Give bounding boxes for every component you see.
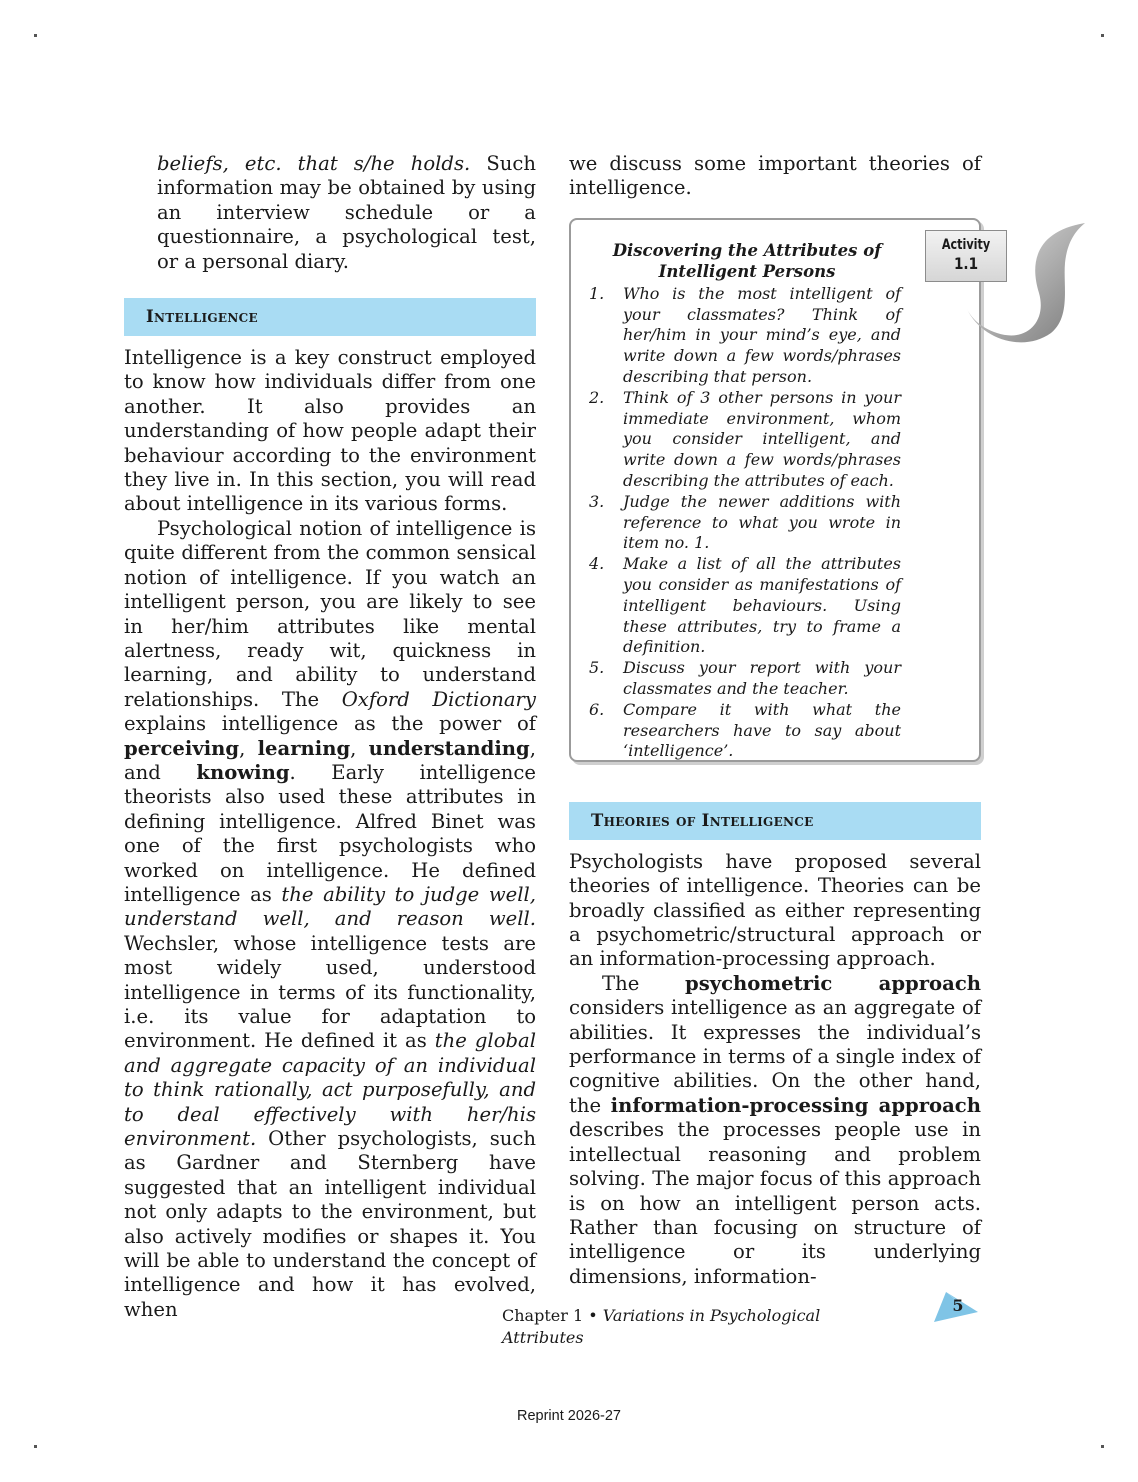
text-run: Psychological notion of intelligence is quite different from the common sensical notion of intelligence. If you watch an intelligent person, you are likely to see in her/him attributes like mental alertness, ready wit, quickness in learning, and ability to understand relationships. The xyxy=(124,516,536,711)
item-number: 4. xyxy=(589,554,605,574)
intelligence-paragraph-2 xyxy=(124,517,536,1322)
bold-term-knowing: knowing xyxy=(196,760,290,784)
oxford-dictionary-italic: Oxford Dictionary xyxy=(341,687,536,711)
text-run: , xyxy=(350,736,369,760)
heading-text: Intelligence xyxy=(146,306,258,326)
footer-bullet: • xyxy=(583,1306,603,1325)
activity-tag-label: Activity xyxy=(941,236,991,253)
theories-paragraph-2 xyxy=(569,972,981,1289)
item-text: Think of 3 other persons in your immediate environment, whom you consider intelligent, and write down a few words/phrases describing the attributes of each. xyxy=(623,387,901,490)
corner-mark xyxy=(34,34,37,37)
bold-term-perceiving: perceiving xyxy=(124,736,240,760)
activity-item xyxy=(589,284,901,388)
activity-box xyxy=(569,218,991,762)
section-heading-theories xyxy=(569,802,981,840)
right-column xyxy=(569,152,991,1289)
activity-list xyxy=(589,284,901,762)
heading-text: Theories of Intelligence xyxy=(591,810,814,830)
activity-item xyxy=(589,658,901,700)
text-run: , xyxy=(239,736,258,760)
bold-term-information-processing: information-processing approach xyxy=(610,1093,981,1117)
page-footer xyxy=(502,1305,902,1349)
item-number: 2. xyxy=(589,387,605,407)
text-run: Other psychologists, such as Gardner and Sternberg have suggested that an intelligent individual not only adapts to the environment, but also actively modifies or shapes it. You will be able to understand the concept of intelligence and how it has evolved, when xyxy=(124,1127,536,1321)
paragraph-text: Such information may be obtained by using an interview schedule or a questionnaire, a psychological test, or a personal diary. xyxy=(157,152,536,273)
continued-paragraph-right: we discuss some important theories of intelligence. xyxy=(569,152,981,200)
item-number: 3. xyxy=(589,491,605,511)
item-number: 1. xyxy=(589,283,605,303)
corner-mark xyxy=(1101,1445,1104,1448)
italic-phrase: beliefs, etc. that s/he holds. xyxy=(157,152,471,175)
text-run: . Early intelligence theorists also used these attributes in defining intelligence. Alfred Binet was one of the first psychologists who worked on intelligence. He defined intelligence as xyxy=(124,760,536,906)
wechsler-definition: the global and aggregate capacity of an individual to think rationally, act purposefully, and to deal effectively with her/his environment. xyxy=(124,1029,536,1151)
corner-mark xyxy=(34,1445,37,1448)
activity-item xyxy=(589,492,901,554)
item-number: 6. xyxy=(589,699,605,719)
corner-mark xyxy=(1101,34,1104,37)
activity-item xyxy=(589,554,901,658)
text-run: , and xyxy=(124,736,536,784)
intelligence-paragraph-1: Intelligence is a key construct employed to know how individuals differ from one another. It also provides an understanding of how people adapt their behaviour according to the environment they live in. In this section, you will read about intelligence in its various forms. xyxy=(124,346,536,516)
activity-item xyxy=(589,388,901,492)
chapter-label: Chapter 1 xyxy=(502,1306,584,1325)
item-text: Judge the newer additions with reference to what you wrote in item no. 1. xyxy=(623,491,901,553)
binet-definition: the ability to judge well, understand well, and reason well. xyxy=(124,882,536,931)
item-number: 5. xyxy=(589,658,605,678)
chapter-title: Variations in Psychological Attributes xyxy=(502,1306,821,1347)
text-run: Wechsler, whose intelligence tests are most widely used, understood intelligence in terms of its functionality, i.e. its value for adaptation to environment. He defined it as xyxy=(124,931,536,1053)
reprint-notice: Reprint 2026-27 xyxy=(517,1408,621,1424)
item-text: Make a list of all the attributes you consider as manifestations of intelligent behaviours. Using these attributes, try to frame a definition. xyxy=(623,554,901,657)
left-column xyxy=(124,152,536,1322)
text-run: The xyxy=(602,971,686,995)
activity-tag-number: 1.1 xyxy=(953,253,979,273)
activity-title: Discovering the Attributes of Intelligent Persons xyxy=(612,240,882,281)
bold-term-learning: learning xyxy=(257,736,351,760)
activity-tag xyxy=(925,230,1007,282)
item-text: Compare it with what the researchers have to say about ‘intelligence’. xyxy=(623,699,901,761)
theories-paragraph-1: Psychologists have proposed several theories of intelligence. Theories can be broadly classified as either representing a psychometric/structural approach or an information-processing approach. xyxy=(569,849,981,971)
section-heading-intelligence xyxy=(124,298,536,336)
continued-paragraph xyxy=(124,152,536,274)
page-number: 5 xyxy=(952,1296,964,1315)
item-text: Who is the most intelligent of your classmates? Think of her/him in your mind’s eye, and write down a few words/phrases describing that person. xyxy=(623,283,901,386)
text-run: explains intelligence as the power of xyxy=(124,712,536,736)
text-run: considers intelligence as an aggregate of abilities. It expresses the individual’s performance in terms of a single index of cognitive abilities. On the other hand, the xyxy=(569,996,981,1117)
bold-term-understanding: understanding xyxy=(368,736,530,760)
item-text: Discuss your report with your classmates and the teacher. xyxy=(623,658,901,698)
text-run: describes the processes people use in intellectual reasoning and problem solving. The major focus of this approach is on how an intelligent person acts. Rather than focusing on structure of intelligence or its underlying dimensions, information- xyxy=(569,1118,981,1288)
activity-item xyxy=(589,700,901,762)
bold-term-psychometric: psychometric approach xyxy=(685,971,981,995)
